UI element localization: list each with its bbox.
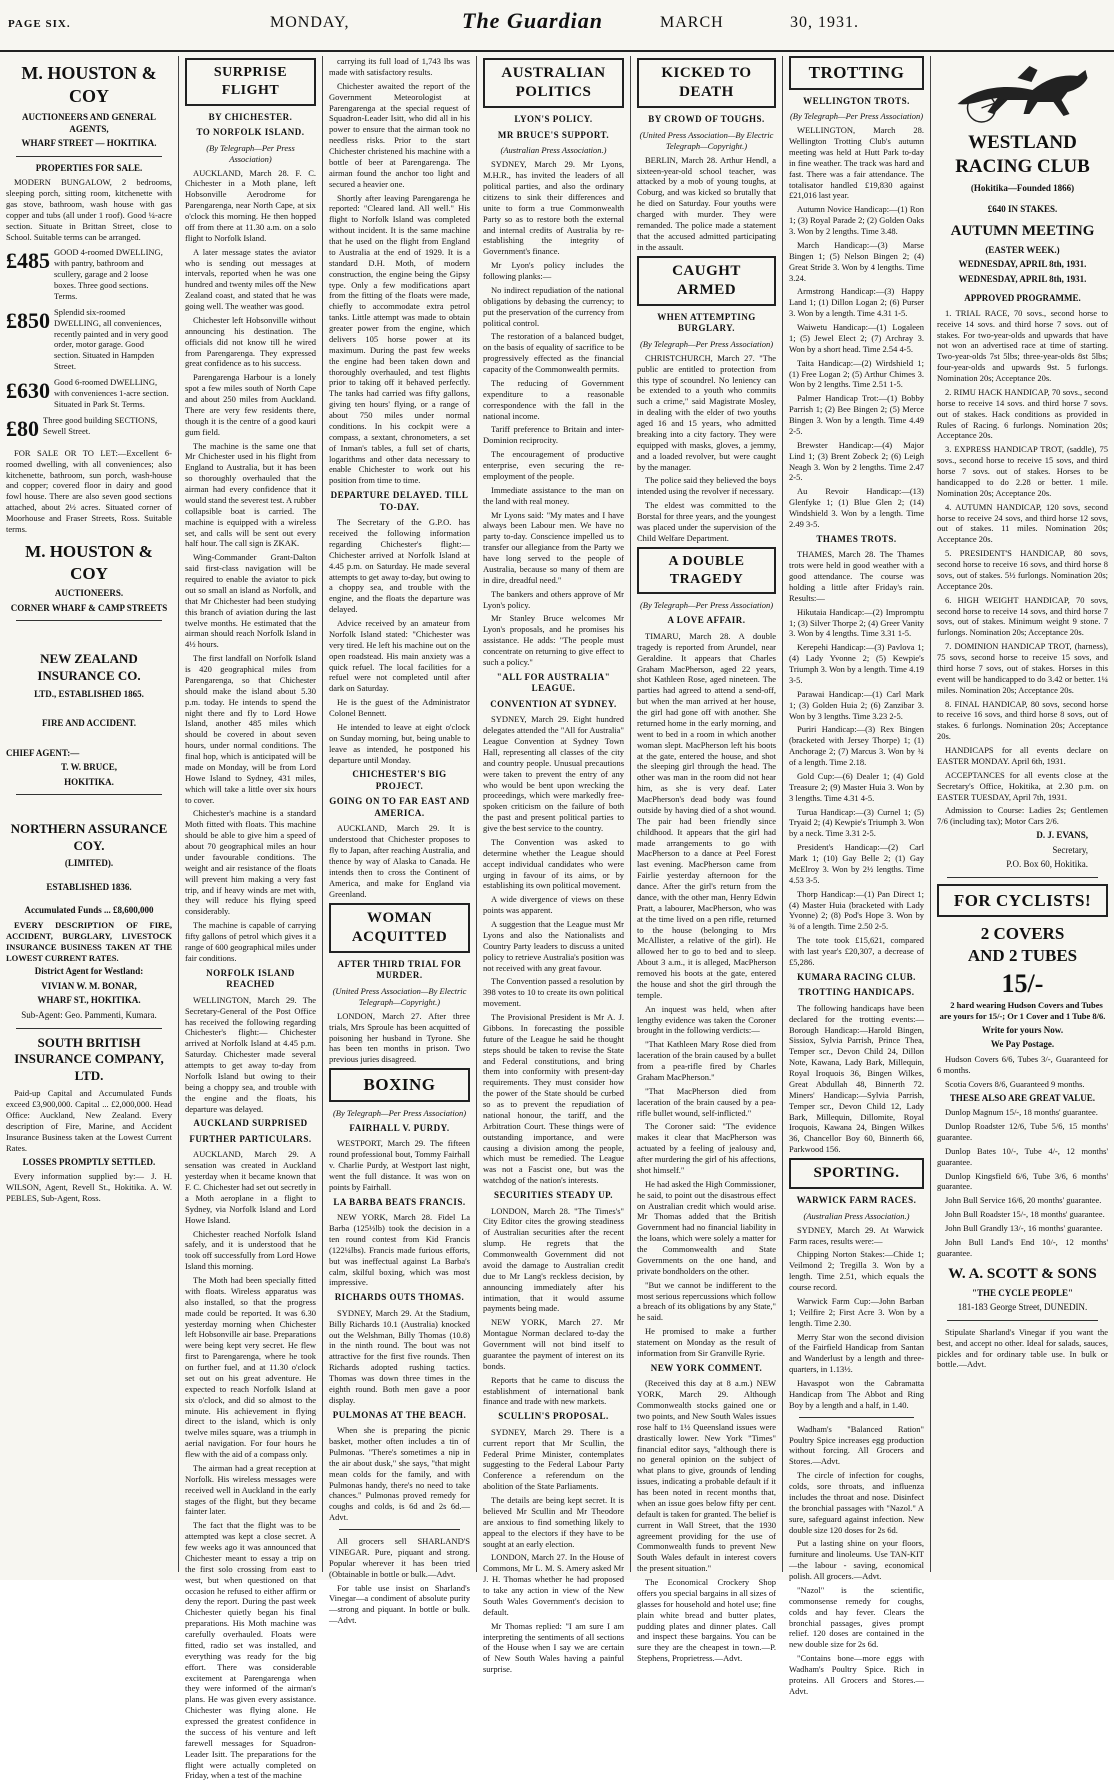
subheading: LYON'S POLICY. xyxy=(514,114,593,125)
subheading: NORFOLK ISLAND REACHED xyxy=(206,967,295,990)
ad-text: John Bull Grandly 13/-, 16 months' guarantee. xyxy=(945,1223,1103,1234)
listing xyxy=(6,247,172,301)
race-result: Gold Cup:—(6) Dealer 1; (4) Gold Treasure 2; (9) Master Huia 3. Won by 3 lengths. Time 4.31 4-5. xyxy=(789,770,924,803)
article-paragraph: The bankers and others approve of Mr Lyon's policy. xyxy=(483,588,624,610)
race-result: Puriri Handicap:—(3) Rex Bingen (bracketed with Jersey Thorpe) 1; (1) Anchorage 2; (7) Marcus 3. Won by ¾ of a length. Time 2.18. xyxy=(789,724,924,768)
wire-credit: (By Telegraph—Per Press Association) xyxy=(789,111,924,122)
article-paragraph: LONDON, March 27. After three trials, Mrs Sproule has been acquitted of poisoning her husband in Tyrone. She has been ten months in prison. Two previous juries disagreed. xyxy=(329,1010,470,1065)
ad-firm: W. A. SCOTT & SONS xyxy=(948,1265,1097,1282)
article-paragraph: Wing-Commander Grant-Dalton said first-class navigation will be required to enable the aviator to pick out so small an island as Norfolk, and that Mr Chichester had been studying this branch of aviation during the last twelve months. He estimated that the airman should reach Norfolk Island in 4½ hours. xyxy=(185,552,316,650)
column-surprise-flight xyxy=(179,56,322,1781)
article-paragraph: An inquest was held, when after lengthy evidence was taken the Coroner brought in the following verdicts:— xyxy=(637,1003,776,1036)
programme-item: 2. RIMU HACK HANDICAP, 70 sovs., second horse to receive 14 sovs. and third horse 7 sovs. out of stakes. Hack conditions as provided in Rules of Racing. 6 furlongs. Nomination 20s; Acceptance 20s. xyxy=(937,386,1108,441)
programme-item: 5. PRESIDENT'S HANDICAP, 80 sovs, second horse to receive 16 sovs, and third horse 8 sovs, out of stakes. 5½ furlongs. Nomination 20s; Acceptance 20s. xyxy=(937,548,1108,591)
agent-town: HOKITIKA. xyxy=(64,776,114,787)
headline: AUSTRALIAN POLITICS xyxy=(501,65,606,101)
subheading: WELLINGTON TROTS. xyxy=(803,95,910,106)
subheading: TO NORFOLK ISLAND. xyxy=(196,127,305,138)
article-paragraph: Mr Lyon's policy includes the following planks:— xyxy=(483,260,624,282)
properties-heading: PROPERTIES FOR SALE. xyxy=(35,162,143,173)
headline: A DOUBLE TRAGEDY xyxy=(668,553,745,587)
listing xyxy=(6,377,172,410)
agent-info: Every information supplied by:— J. H. WILSON, Agent, Revell St., Hokitika. A. W. PEBLES, Sub-Agent, Ross. xyxy=(6,1171,172,1203)
article-paragraph: The tote took £15,621, compared with last year's £20,307, a decrease of £5,286. xyxy=(789,935,924,967)
wire-credit: (By Telegraph—Per Press Association) xyxy=(639,338,774,349)
race-result: President's Handicap:—(2) Carl Mark 1; (10) Gay Belle 2; (1) Gay McElroy 3. Won by 2½ lengths. Time 4.53 3-5. xyxy=(789,842,924,885)
insurance-business: EVERY DESCRIPTION OF FIRE, ACCIDENT, BURGLARY, LIVESTOCK INSURANCE BUSINESS TAKEN AT THE LOWEST CURRENT RATES. xyxy=(6,919,172,963)
divider xyxy=(947,1320,1098,1321)
article-paragraph: Chichester reached Norfolk Island safely, and it is understood that he took off successfully from Lord Howe Island this morning. xyxy=(185,1228,316,1272)
ad-text: Scotia Covers 8/6, Guaranteed 9 months. xyxy=(945,1078,1085,1089)
headline-box xyxy=(329,1068,470,1102)
column-racing-club xyxy=(931,56,1114,1572)
race-result: Au Revoir Handicap:—(13) Glenfyke 1; (1) Blue Glen 2; (14) Windshield 3. Won by a length. Time 2.49 3-5. xyxy=(789,486,924,529)
ad-text: John Bull Land's End 10/-, 12 months' guarantee. xyxy=(937,1236,1108,1258)
subheading: FURTHER PARTICULARS. xyxy=(189,1133,312,1144)
article-paragraph: The encouragement of productive enterprise, even securing the re-employment of the people. xyxy=(483,449,624,481)
firm-role: AUCTIONEERS. xyxy=(54,588,124,599)
agent-name: T. W. BRUCE, xyxy=(60,762,118,773)
page-number: PAGE SIX. xyxy=(8,18,71,30)
insurance-est: LTD., ESTABLISHED 1865. xyxy=(34,688,144,699)
insurance-details: Paid-up Capital and Accumulated Funds exceed £3,900,000. Capital ... £2,000,000. Head Office: Auckland, New Zealand. Every description of Fire, Marine, and Accident Insurance Business taken at the Lowest Current Rates. xyxy=(6,1088,172,1153)
ad-text: Dunlop Kingsfield 6/6, Tube 3/6, 6 months' guarantee. xyxy=(937,1170,1108,1192)
subheading: KUMARA RACING CLUB. xyxy=(797,971,916,982)
price: £80 xyxy=(6,415,39,441)
ad-text: Hudson Covers 6/6, Tubes 3/-, Guaranteed for 6 months. xyxy=(937,1054,1108,1075)
programme-item: 6. HIGH WEIGHT HANDICAP, 70 sovs, second horse to receive 14 sovs, and third horse 7 sovs, out of stakes. Minimum weight 9 stone. 7 furlongs. Nomination 20s; Acceptance 20s. xyxy=(937,594,1108,638)
article-paragraph: Reports that he came to discuss the establishment of international bank finance and trade with new markets. xyxy=(483,1374,624,1407)
listing-text: Splendid six-roomed DWELLING, all conveniences, recently painted and in very good order, motor garage. Good section. Situated in Hampden Street. xyxy=(54,306,169,372)
divider xyxy=(16,620,162,621)
district-agent-label: District Agent for Westland: xyxy=(34,966,144,977)
programme-item: ACCEPTANCES for all events close at the Secretary's Office, Hokitika, at 2.30 p.m. on EASTER TUESDAY, April 7th, 1931. xyxy=(937,769,1108,802)
subheading: PULMONAS AT THE BEACH. xyxy=(332,1409,467,1420)
headline-box xyxy=(637,256,776,306)
article-paragraph: Advice received by an amateur from Norfolk Island stated: "Chichester was very tired. He left his machine out on the open roadstead. His main anxiety was a quick refuel. The local facilities for a refuel were not completed until after dark on Saturday. xyxy=(329,618,470,694)
ad-text: John Bull Roadster 15/-, 18 months' guarantee. xyxy=(945,1209,1105,1220)
article-paragraph: The details are being kept secret. It is believed Mr Scullin and Mr Theodore are anxious to find something likely to appeal to the electors if they have to be sought at an early election. xyxy=(483,1495,624,1549)
article-paragraph: SYDNEY, March 29. At the Stadium, Billy Richards 10.1 (Australia) knocked out the Welshman, Billy Thomas (10.8) in the ninth round. The bout was not attractive for the first five rounds. Then Richards adopted rushing tactics. Thomas was down three times in the eighth round. Both men gave a poor display. xyxy=(329,1307,470,1405)
subheading: BY CHICHESTER. xyxy=(208,111,293,122)
race-result: Kerepehi Handicap:—(3) Pavlova 1; (4) Lady Yvonne 2; (5) Kewpie's Triumph 3. Won by a length. Time 4.19 3-5. xyxy=(789,642,924,685)
article-paragraph: He is the guest of the Administrator Colonel Bennett. xyxy=(329,697,470,719)
month: MARCH xyxy=(660,14,724,31)
column-kicked-to-death xyxy=(631,56,782,1664)
article-paragraph: Immediate assistance to the man on the land with real money. xyxy=(483,484,624,506)
newspaper-title: The Guardian xyxy=(462,8,603,33)
article-paragraph: SYDNEY, March 29. At Warwick Farm races, results were:— xyxy=(789,1224,924,1246)
headline: CAUGHT ARMED xyxy=(672,262,741,298)
article-paragraph: Mr Lyons said: "My mates and I have always been Labour men. We have no party to-day. Conscience impelled us to transfer our allegiance from the Party we have long served to the people of Australia, because so many of them are in dire, dreadful need." xyxy=(483,509,624,585)
advertisement: Put a lasting shine on your floors, furniture and linoleums. Use TAN-KIT—the labour - saving, economical polish. All grocers.—Advt. xyxy=(789,1538,924,1582)
subheading: BY CROWD OF TOUGHS. xyxy=(648,114,765,125)
subheading: CONVENTION AT SYDNEY. xyxy=(490,698,617,709)
subheading: AFTER THIRD TRIAL FOR MURDER. xyxy=(337,958,462,981)
secretary-name: D. J. EVANS, xyxy=(1036,830,1088,841)
subheading: DEPARTURE DELAYED. TILL TO-DAY. xyxy=(330,490,469,512)
column-australian-politics xyxy=(477,56,630,1675)
ad-subheading: THESE ALSO ARE GREAT VALUE. xyxy=(949,1092,1096,1103)
ad-headline: FOR CYCLISTS! xyxy=(953,890,1092,910)
advertisement: "Contains bone—more eggs with Wadham's Poultry Spice. Rich in proteins. All Grocers and Stores.—Advt. xyxy=(789,1653,924,1696)
headline-box xyxy=(789,1158,924,1189)
divider xyxy=(947,877,1098,878)
article-paragraph: A wide divergence of views on these points was apparent. xyxy=(483,894,624,916)
race-result: Waiwetu Handicap:—(1) Logaleen 1; (5) Jewel Elect 2; (7) Archray 3. Won by a short head. Time 2.54 4-5. xyxy=(789,322,924,354)
article-paragraph: The Convention was asked to determine whether the League should accept individual candidates who were urging in favour of its aims, or by establishing its own political movement. xyxy=(483,836,624,891)
article-paragraph: NEW YORK, March 28. Fidel La Barba (125½lb) took the decision in a ten round contest from Kid Francis (122¼lbs). Francis made furious efforts, but was ineffectual against La Barba's calm, skilful boxing, which was most impressive. xyxy=(329,1212,470,1288)
secretary-title: Secretary, xyxy=(1052,844,1088,855)
race-result: Autumn Novice Handicap:—(1) Ron 1; (3) Royal Parade 2; (2) Golden Oaks 3. Won by 2 lengths. Time 3.48. xyxy=(789,204,924,237)
article-paragraph: He had asked the High Commissioner, he said, to point out the disastrous effect on Australian credit which would arise. Mr Thomas added that the British Government had no financial liability in the loans, which were solely a matter for the Commonwealth and State Governments on the one hand, and private bondholders on the other. xyxy=(637,1178,776,1276)
insurance-type: FIRE AND ACCIDENT. xyxy=(41,718,137,729)
subheading: SCULLIN'S PROPOSAL. xyxy=(498,1411,609,1422)
race-result: Merry Star won the second division of the Fairfield Handicap from Santan and Wanderlust by a length and three-quarters, in 1.13½. xyxy=(789,1331,924,1375)
divider xyxy=(339,1529,460,1530)
meeting-date: WEDNESDAY, APRIL 8th, 1931. xyxy=(958,273,1087,284)
article-paragraph: WESTPORT, March 29. The fifteen round professional bout, Tommy Fairhall v. Charlie Purdy, at Westport last night, went the full distance. It was won on points by Fairhall. xyxy=(329,1138,470,1192)
listing xyxy=(6,415,172,443)
ad-text: John Bull Service 16/6, 20 months' guarantee. xyxy=(945,1195,1102,1206)
advertisement: Stipulate Sharland's Vinegar if you want the best, and accept no other. Ideal for salads, sauces, pickles and for ordinary table use. In bulk or bottle.—Advt. xyxy=(937,1326,1108,1370)
wire-credit: (United Press Association—By Electric Telegraph—Copyright.) xyxy=(332,986,467,1007)
ad-text: Write for yours Now. xyxy=(981,1024,1064,1035)
price: £630 xyxy=(6,378,50,403)
article-paragraph: A later message states the aviator who is sending out messages at intervals, reported when he was one hundred and twenty miles off the New Zealand coast, and stated that he was going well. The weather was good. xyxy=(185,246,316,312)
article-paragraph: SYDNEY, March 29. Eight hundred delegates attended the "All for Australia" League Convention at Sydney Town Hall, representing all classes of the city and country people. Unusual precautions were taken to prevent the entry of any who would be bent upon wrecking the proceedings, which were markedly free-spoken criticism on the failure of both the past and present political parties to give the best service to the country. xyxy=(483,714,624,834)
programme-item: 8. FINAL HANDICAP, 80 sovs, second horse to receive 16 sovs, and third horse 8 sovs, out of stakes. 6 furlongs. Nomination 20s; Acceptance 20s. xyxy=(937,698,1108,742)
article-paragraph: No indirect repudiation of the national obligations by debasing the currency; to put the preservation of the currency from political control. xyxy=(483,284,624,328)
sub-agent: Sub-Agent: Geo. Pammenti, Kumara. xyxy=(21,1009,157,1020)
article-paragraph: The Coroner said: "The evidence makes it clear that MacPherson was actuated by a feeling of jealousy and, after murdering the girl of his affections, shot himself." xyxy=(637,1121,776,1175)
headline: SPORTING. xyxy=(813,1165,900,1182)
subheading: WHEN ATTEMPTING BURGLARY. xyxy=(657,311,756,334)
listing-text: Good 6-roomed DWELLING, with conveniences 1-acre section. Situated in Park St. Terms. xyxy=(54,377,169,409)
race-result: Chipping Norton Stakes:—Chide 1; Veilmond 2; Tregilla 3. Won by a length. Time 2.51, which equals the course record. xyxy=(789,1249,924,1293)
ad-offer: 2 COVERS xyxy=(980,924,1065,944)
firm-address: WHARF STREET — HOKITIKA. xyxy=(21,138,157,149)
article-paragraph: Shortly after leaving Parengarenga he reported: "Cleared land. All well." His flight to Norfolk Island was completed without incident. It is the same machine that he used on the flight from England to Australia at the end of 1929. It is a standard D.H. Moth, of modern construction, the engine being the Gipsy type. Only a few modifications apart from the fitting of the floats were made, chiefly to accommodate extra petrol tanks. Little attempt was made to obtain greater power from the engine, which delivers 105 horse power at its maximum. During the past few weeks the engine had been taken down and thoroughly overhauled, and test flights prior to taking off it behaved perfectly. The tanks had carried was fifty gallons, giving ten hours' flying, or a range of about 750 miles under normal conditions. In his cockpit were a compass, a sextant, chronometers, a set of Inman's tables, a full set of charts, logarithms and other data necessary to enable Chichester to work out his position from time to time. xyxy=(329,192,470,486)
race-result: Hikutaia Handicap:—(2) Impromptu 1; (3) Silver Thorpe 2; (4) Greer Vanity 3. Won by 4 lengths. Time 3.31 1-5. xyxy=(789,606,924,639)
subheading: THAMES TROTS. xyxy=(816,533,897,544)
article-paragraph: AUCKLAND, March 29. A sensation was created in Auckland yesterday when it became known that F. C. Chichester had set out secretly in a Moth aeroplane in a flight to Sydney, via Norfolk Island and Lord Howe Island. xyxy=(185,1149,316,1225)
headline-box xyxy=(185,58,316,106)
article-paragraph: "That Kathleen Mary Rose died from laceration of the brain caused by a bullet from a pea-rifle fired by Charles Graham MacPherson." xyxy=(637,1039,776,1082)
price: £485 xyxy=(6,248,50,274)
ad-text: Dunlop Roadster 12/6, Tube 5/6, 15 months' guarantee. xyxy=(937,1121,1108,1142)
article-paragraph: AUCKLAND, March 28. F. C. Chichester in a Moth plane, left Hobsonville Aerodrome for Parengarenga, near North Cape, at six o'clock this morning. He then hopped off from there at 11.30 a.m. on a solo flight to Norfolk Island. xyxy=(185,167,316,243)
subheading: RICHARDS OUTS THOMAS. xyxy=(334,1292,465,1303)
advertisement: The circle of infection for coughs, colds, sore throats, and influenza includes the throat and nose. Disinfect the bronchial passages with "Nazol." A sure, safeguard against infection. New double size 120 doses for 2s 6d. xyxy=(789,1470,924,1535)
insurance-name: NORTHERN ASSURANCE COY. xyxy=(10,821,168,853)
article-paragraph: (Received this day at 8 a.m.) NEW YORK, March 29. Although Commonwealth stocks gained one or two points, and New South Wales issues rose half to 1½ Queensland issues were drastically lower. New York "Times" financial editor says, "although there is no general opinion on the subject of what plans to give, grounds of lending issues, indicating a probable default if it has been noted in recent months that, when an issue goes below fifty per cent. default is taken for granted. The belief is current in Wall Street, that the 1930 agreement providing for the use of Commonwealth funds to prevent New South Wales default in interest covers the present situation." xyxy=(637,1378,776,1574)
headline: KICKED TO DEATH xyxy=(661,65,752,101)
headline-box xyxy=(637,547,776,595)
subheading: "ALL FOR AUSTRALIA" LEAGUE. xyxy=(496,671,611,694)
insurance-est: ESTABLISHED 1836. xyxy=(46,881,132,892)
to-let-listing: FOR SALE OR TO LET:—Excellent 6-roomed dwelling, with all conveniences; also kitchenette, bathroom, sun porch, wash-house and copper; covered floor in dairy and good fowl house. There are also seven good sections attached, about 2½ acres. Situated corner of Moorhouse and Fraser Streets, Ross. Suitable terms. xyxy=(6,447,172,534)
programme-item: 4. AUTUMN HANDICAP, 120 sovs, second horse to receive 24 sovs, and third horse 12 sovs, out of stakes. 11 miles. Nomination 20s; Acceptance 20s. xyxy=(937,501,1108,545)
article-paragraph: Mr Thomas replied: "I am sure I am interpreting the sentiments of all sections of the House when I say we are certain of New South Wales having a painful surprise. xyxy=(483,1620,624,1675)
article-paragraph: The restoration of a balanced budget, on the basis of equality of sacrifice to be progressively effected as the financial capacity of the Commonwealth permits. xyxy=(483,331,624,375)
meeting-date: WEDNESDAY, APRIL 8th, 1931. xyxy=(958,259,1087,270)
article-paragraph: BERLIN, March 28. Arthur Hendl, a sixteen-year-old school teacher, was attacked by a mob of young toughs, at Coburg, and was kicked so brutally that he died on Saturday. Four youths were charged with murder. They were remanded. The police made a statement that the accused admitted participating in the assault. xyxy=(637,154,776,252)
wire-credit: (By Telegraph—Per Press Association) xyxy=(332,1107,467,1118)
headline-box xyxy=(789,56,924,90)
article-paragraph: He promised to make a further statement on Monday as the result of information from Sir Granville Ryrie. xyxy=(637,1326,776,1358)
chief-agent-label: CHIEF AGENT:— xyxy=(6,747,80,758)
article-paragraph: Parengarenga Harbour is a lonely spot a few miles south of North Cape and about 250 miles from Auckland. There are very few residents there, though it is the centre of a good kauri gum field. xyxy=(185,372,316,437)
article-paragraph: THAMES, March 28. The Thames trots were held in good weather with a good attendance. The course was holding a little after Friday's rain. Results:— xyxy=(789,549,924,603)
article-paragraph: He intended to leave at eight o'clock on Sunday morning, but, being unable to leave as intended, he postponed his departure until Monday. xyxy=(329,721,470,765)
article-paragraph: SYDNEY, March 29. There is a current report that Mr Scullin, the Federal Prime Minister, contemplates suggesting to the Federal Labour Party Conference a referendum on the abolition of the State Parliaments. xyxy=(483,1426,624,1492)
article-paragraph: A suggestion that the League must Mr Lyons and also the Nationalists and Country Party leaders to discuss a united policy to retrieve Australia's position was not received with any great favour. xyxy=(483,919,624,973)
article-paragraph: The eldest was committed to the Borstal for three years, and the youngest was placed under the supervision of the Child Welfare Department. xyxy=(637,500,776,543)
headline: WOMAN ACQUITTED xyxy=(351,909,448,945)
race-result: Warwick Farm Cup:—John Barban 1; Veilfire 2; First Acre 3. Won by a length. Time 2.30. xyxy=(789,1295,924,1328)
headline-box xyxy=(483,58,624,108)
article-paragraph: Chichester's machine is a standard Moth fitted with floats. This machine should be able to give him a speed of about 70 geographical miles an hour under favourable conditions. The weight and air resistance of the floats will prevent him making a very fast trip, and if heavy winds are met with, they will reduce his flying speed considerably. xyxy=(185,808,316,917)
wire-credit: (United Press Association—By Electric Telegraph—Copyright.) xyxy=(639,129,774,151)
article-paragraph: The machine is capable of carrying fifty gallons of petrol which gives it a range of 600 geographical miles under fair conditions. xyxy=(185,920,316,963)
meeting-week: (EASTER WEEK.) xyxy=(985,244,1060,255)
ad-text: Dunlop Magnum 15/-, 18 months' guarantee. xyxy=(945,1107,1098,1118)
club-founded: (Hokitika—Founded 1866) xyxy=(970,182,1075,193)
article-paragraph: Mr Stanley Bruce welcomes Mr Lyon's proposals, and he promises his assistance. He adds: "The people must concentrate on returning to give effect to such a policy." xyxy=(483,613,624,667)
insurance-name: NEW ZEALAND INSURANCE CO. xyxy=(37,651,141,683)
listing-text: Three good building SECTIONS, Sewell Street. xyxy=(43,414,158,436)
article-paragraph: The reducing of Government expenditure to a reasonable correspondence with the fall in the national income. xyxy=(483,377,624,421)
secretary-box: P.O. Box 60, Hokitika. xyxy=(1006,859,1088,870)
article-paragraph: Chichester left Hobsonville without announcing his destination. The officials did not know till he wired from Parengarenga. They expressed great confidence as to his success. xyxy=(185,314,316,369)
race-result: Palmer Handicap Trot:—(1) Bobby Parrish 1; (2) Bee Bingen 2; (5) Merce Bingen 3. Won by a length. Time 4.49 2-5. xyxy=(789,393,924,436)
article-paragraph: "But we cannot be indifferent to the most serious repercussions which follow a breach of its obligations by any State," he said. xyxy=(637,1279,776,1323)
column-flight-cont xyxy=(323,56,476,1626)
date: 30, 1931. xyxy=(790,14,859,31)
weekday: MONDAY, xyxy=(270,14,350,31)
article-paragraph: WELLINGTON, March 28. Wellington Trotting Club's autumn meeting was held at Hutt Park to-day in fine weather. The track was hard and fast. There was a fair attendance. The totalisator handled £19,830 against £21,016 last year. xyxy=(789,125,924,201)
programme-heading: APPROVED PROGRAMME. xyxy=(964,293,1081,304)
programme-item: HANDICAPS for all events declare on EASTER MONDAY. April 6th, 1931. xyxy=(937,745,1108,766)
article-paragraph: AUCKLAND, March 29. It is understood that Chichester proposes to fly to Japan, after reaching Australia, and thence by way of Alaska to Canada. He intends then to cross the Continent of America, and make for England via Greenland. xyxy=(329,823,470,899)
ad-text: We Pay Postage. xyxy=(990,1039,1055,1050)
headline-box xyxy=(637,58,776,108)
programme-item: 7. DOMINION HANDICAP TROT, (harness), 75 sovs, second horse to receive 15 sovs, and third horse 7 sovs, out of stakes. Horses in this event will be handicapped to do 3.42 or better. 1¼ miles. Nomination 20s; Acceptance 20s. xyxy=(937,641,1108,695)
ad-firm-tagline: "THE CYCLE PEOPLE" xyxy=(971,1287,1073,1298)
article-paragraph: LONDON, March 27. In the House of Commons, Mr L. M. S. Amery asked Mr J. H. Thomas whether he had proposed to take any action in view of the New South Wales Government's decision to default. xyxy=(483,1552,624,1617)
listing xyxy=(6,307,172,372)
article-paragraph: The following handicaps have been declared for the trotting events:— Borough Handicap:—Harold Bingen, Sissiox, Sylvia Parrish, Prince Thea, Temper scr., Devon Child 24, Dillon Note, Kawana, Lady Bark, Millequin, Royal Iroquois 36, Bingen Wilkes, Great Abdullah 48, Binnerth 72. Miners' Handicap:—Sylvia Parrish, Temper scr., Devon Child 12, Lady Bark, Millequin, Dillomite, Royal Iroquois, Kawana 24, Bingen Wilkes 36, Chancellor Boy 60, Binnerth 66, Parkwood 156. xyxy=(789,1002,924,1155)
listing-text: GOOD 4-roomed DWELLING, with pantry, bathroom and scullery, garage and 2 loose boxes. Three good sections. Terms. xyxy=(54,247,163,301)
divider xyxy=(16,1028,162,1029)
advertisement: All grocers sell SHARLAND'S VINEGAR. Pure, piquant and strong. Popular wherever it has been tried (Obtainable in bottle or bulk.—Advt. xyxy=(329,1536,470,1579)
ad-price: 15/- xyxy=(1001,968,1044,998)
article-paragraph: The fact that the flight was to be attempted was kept a close secret. A few weeks ago it was announced that Chichester meant to essay a trip on the first solo crossing from east to west, but when questioned on that occasion he refused to either affirm or deny the report. During the past week Chichester quietly began his final preparations. His Moth machine was carefully overhauled. Floats were fitted, radio set was installed, and everything was ready for the big effort. There was considerable excitement at Parengarenga when they were informed of the airman's plans. He was given every assistance. Chichester was flying alone. He expressed the greatest confidence in the success of his venture and left farewell messages for Squadron-Leader Isitt. The preparations for the flight were actually completed on Friday, when a test of the machine xyxy=(185,1520,316,1781)
article-paragraph: The police said they believed the boys intended using the revolver if necessary. xyxy=(637,475,776,497)
headline: SURPRISE FLIGHT xyxy=(213,65,288,98)
subheading: A LOVE AFFAIR. xyxy=(667,615,746,626)
article-paragraph: CHRISTCHURCH, March 27. "The public are entitled to protection from this type of scoundrel. No leniency can be extended to a youth who commits such a crime," said Magistrate Mosley, in dealing with the elder of two youths aged 16 and 15 years, who admitted breaking into a city factory. They were equipped with masks, gloves, a jemmy, and a loaded revolver, but were caught by the manager. xyxy=(637,352,776,472)
firm-address: CORNER WHARF & CAMP STREETS xyxy=(10,602,168,613)
subheading: MR BRUCE'S SUPPORT. xyxy=(497,129,610,140)
article-paragraph: When she is preparing the picnic basket, mother often includes a tin of Pulmonas. "There's sometimes a nip in the air about dusk," she says, "that might mean colds for the family, and with Pulmonas handy, there's no need to take chances." Pulmonas proved remedy for coughs and colds, is 6d and 2s 6d.—Advt. xyxy=(329,1425,470,1523)
agent-address: WHARF ST., HOKITIKA. xyxy=(37,995,141,1006)
race-result: Parawai Handicap:—(1) Carl Mark 1; (3) Golden Huia 2; (6) Zanzibar 3. Won by 3 lengths. Time 3.23 2-5. xyxy=(789,688,924,721)
advertisement: Wadham's "Balanced Ration" Poultry Spice increases egg production without forcing. All Grocers and Stores.—Advt. xyxy=(789,1423,924,1467)
article-paragraph: The Moth had been specially fitted with floats. Wireless apparatus was also installed, so that the progress made could be reported. It was 6.30 yesterday morning when Chichester left Hobsonville air base. Preparations were being kept very secret. He flew first to Parengarenga, where he took on further fuel, and at 11.30 o'clock set out on his great adventure. He expected to reach Norfolk Island at six o'clock, and did so almost to the minute. His achievement in flying direct to the island, which is only twelve miles square, was a triumph in aerial navigation. For four hours he flew with the aid of a compass only. xyxy=(185,1275,316,1460)
wire-credit: (Australian Press Association.) xyxy=(803,1210,910,1221)
ad-offer: AND 2 TUBES xyxy=(967,946,1078,966)
subheading: GOING ON TO FAR EAST AND AMERICA. xyxy=(329,796,470,818)
price: £850 xyxy=(6,307,50,333)
article-paragraph: The machine is the same one that Mr Chichester used in his flight from England to Australia, but it has been so thoroughly overhauled that the airman had every confidence that it would stand the severest test. A rubber collapsible boat is carried. The machine is equipped with a wireless set, and calls will be sent out every half hour. The call sign is ZKAK. xyxy=(185,440,317,549)
firm-name: M. HOUSTON & COY xyxy=(21,63,157,107)
cyclists-ad-box xyxy=(937,884,1108,918)
trotting-horse-illustration xyxy=(937,56,1108,126)
article-paragraph: carrying its full load of 1,743 lbs was made with satisfactory results. xyxy=(329,56,470,77)
article-paragraph: The Provisional President is Mr A. J. Gibbons. In forecasting the possible future of the League he said he thought steps should be taken to revise the State and Federal constitutions, and bring them into conformity with present-day requirements. They must consider how the power of the State should be curbed so as to prevent the repudiation of national honour, the tariff, and the Arbitration Court. These things were of outstanding importance, and were causing a division among the people, which must be remedied. The League was not a Fascist one, but was the watchdog of the nation's interests. xyxy=(483,1012,624,1186)
agent-name: VIVIAN W. M. BONAR, xyxy=(41,980,137,991)
insurance-funds: Accumulated Funds ... £8,600,000 xyxy=(24,905,154,916)
firm-role: AUCTIONEERS AND GENERAL AGENTS, xyxy=(21,112,157,134)
race-result: Armstrong Handicap:—(3) Happy Land 1; (1) Dillon Logan 2; (6) Purser 3. Won by a length. Time 4.31 1-5. xyxy=(789,286,924,319)
insurance-limited: (LIMITED). xyxy=(64,858,114,869)
headline: TROTTING xyxy=(808,63,905,82)
insurance-name: SOUTH BRITISH INSURANCE COMPANY, LTD. xyxy=(14,1034,164,1083)
article-paragraph: The first landfall on Norfolk Island is 420 geographical miles from Parengarenga, so that Chichester should make the island about 5.30 p.m. today. He intends to spend the night there and fly to Lord Howe Island, another 485 miles which should be covered in about seven hours, under normal conditions. The final hop, which is anticipated will be made on Monday, will be from Lord Howe Island to Sydney, 431 miles, which will take a little over six hours to cover. xyxy=(185,653,316,805)
subheading: TROTTING HANDICAPS. xyxy=(798,987,915,998)
ad-firm-address: 181-183 George Street, DUNEDIN. xyxy=(957,1302,1088,1313)
race-result: Turua Handicap:—(3) Curnel 1; (5) Tryaid 2; (4) Kewpie's Triumph 3. Won by a neck. Time 3.31 2-5. xyxy=(789,806,924,839)
wire-credit: (By Telegraph—Per Press Association) xyxy=(639,600,774,611)
subheading: LA BARBA BEATS FRANCIS. xyxy=(333,1196,466,1207)
article-paragraph: "That MacPherson died from laceration of the brain caused by a pea-rifle bullet wound, self-inflicted." xyxy=(637,1085,776,1118)
article-paragraph: NEW YORK, March 27. Mr Montague Norman declared to-day the Government will not bind itself to guarantee the payment of interest on its bonds. xyxy=(483,1317,624,1371)
race-result: Thorp Handicap:—(1) Pan Direct 1; (4) Master Huia (bracketed with Lady Yvonne) 2; (8) Pod's Hope 3. Won by ¾ of a length. Time 2.50 2-5. xyxy=(789,888,924,932)
race-result: Brewster Handicap:—(4) Major Lind 1; (3) Brent Zobeck 2; (6) Leigh Neagh 3. Won by 2 lengths. Time 2.47 2-5. xyxy=(789,439,924,483)
article-paragraph: TIMARU, March 28. A double tragedy is reported from Arundel, near Geraldine. It appears that Charles Graham MacPherson, aged 22 years, shot Kathleen Rose, aged nineteen. The parties had agreed to attend a send-off, but when the man arrived at her house, the girl had gone off with another. She returned home in the early morning, and went to bed in a room in which another woman slept. MacPherson left his boots at the gate, entered the house, and shot the sleeping girl through the head. The other was man in the room did not hear him, as she is very deaf. Later MacPherson's dead body was found outside by having died of a shot wound. The pair had been friendly since childhood. It appears that the girl had made arrangements to go with MacPherson to a dance at Peel Forest last evening. MacPherson came from Fairlie yesterday afternoon for the dance. After the girl's return from the dance, with the other man, Henry Edwin Pratt, a labourer, MacPherson, who was at the time lived on a pen rifle, returned to the house (belonging to Mrs McAllister, a relative of the girl). He allowed her to go to bed and to sleep. About 3 a.m., it is alleged, MacPherson removed his boots at the gate, entered the house and shot the girl through the temple. xyxy=(637,630,776,1000)
subheading: CHICHESTER'S BIG PROJECT. xyxy=(352,769,447,791)
advertisement: "Nazol" is the scientific, commonsense remedy for coughs, colds and hay fever. Clears the bronchial passages, gives prompt relief. 120 doses are contained in the new double size for 2s 6d. xyxy=(789,1584,924,1650)
bungalow-listing: MODERN BUNGALOW, 2 bedrooms, sleeping porch, sitting room, kitchenette with gas stove, bathroom, wash house with gas copper and tubs (all under 1 roof). Good ¼-acre section. Situate in Brittan Street, close to School. Suitable terms can be arranged. xyxy=(6,177,172,242)
article-paragraph: WELLINGTON, March 29. The Secretary-General of the Post Office has received the following regarding Chichester's flight:— Chichester arrived at Norfolk Island at 4.45 p.m. Saturday. Chichester made several attempts to get away to-day from Norfolk Island but owing to their being a choppy sea, and trouble with the engine and the floats, his departure was delayed. xyxy=(185,994,316,1114)
ad-text: Dunlop Bates 10/-, Tube 4/-, 12 months' guarantee. xyxy=(937,1145,1108,1167)
race-result: Taita Handicap:—(2) Wirdshield 1; (1) Free Logan 2; (5) Arthur Chimes 3. Won by 2 lengths. Time 2.51 1-5. xyxy=(789,357,924,390)
divider xyxy=(16,156,162,157)
subheading: SECURITIES STEADY UP. xyxy=(493,1190,614,1201)
divider xyxy=(16,794,162,795)
subheading: FAIRHALL V. PURDY. xyxy=(349,1122,450,1133)
divider xyxy=(799,1417,914,1418)
wire-credit: (Australian Press Association.) xyxy=(500,145,607,156)
meeting-title: AUTUMN MEETING xyxy=(950,222,1095,239)
advertisement: For table use insist on Sharland's Vinegar—a condiment of absolute purity—strong and piquant. In bottle or bulk.—Advt. xyxy=(329,1582,470,1626)
subheading: WARWICK FARM RACES. xyxy=(796,1195,917,1206)
programme-item: 1. TRIAL RACE, 70 sovs., second horse to receive 14 sovs. and third horse 7 sovs. out of stakes. For two-year-olds and upwards that have not won an advertised race at time of starting. Two-year-olds 7st 5lbs; three-year-olds 8st 5lbs; four-year-olds and upwards 9st. 5 furlongs. Nomination 20s; Acceptance 20s. xyxy=(937,307,1108,384)
programme-item: Admission to Course: Ladies 2s; Gentlemen 7/6 (including tax); Motor Cars 2/6. xyxy=(937,805,1108,827)
article-paragraph: Chichester awaited the report of the Government Meteorologist at Parengarenga at the special request of Squadron-Leader Isitt, who did all in his power to ensure that the airman took no needless risks. Prior to the start Chichester christened his machine with a bottle of beer at Parengarenga. The airman found the anchor too light and secured a heavier one. xyxy=(329,80,470,189)
article-paragraph: Tariff preference to Britain and inter-Dominion reciprocity. xyxy=(483,424,624,446)
race-result: March Handicap:—(3) Marse Bingen 1; (5) Nelson Bingen 2; (4) Great Stride 3. Won by 4 lengths. Time 3.24. xyxy=(789,239,924,283)
column-advertisements xyxy=(0,56,178,1572)
club-name: WESTLAND RACING CLUB xyxy=(955,131,1090,178)
article-paragraph: SYDNEY, March 29. Mr Lyons, M.H.R., has invited the leaders of all political parties, and also the ordinary citizens to sink their differences and unite to form a true Commonwealth Party so as to restore both the external and internal credits of Australia by re-establishing the integrity of Government's finance. xyxy=(483,159,624,257)
subheading: AUCKLAND SURPRISED xyxy=(193,1118,308,1129)
article-paragraph: The Convention passed a resolution by 398 votes to 10 to create its own political movement. xyxy=(483,976,624,1009)
article-paragraph: LONDON, March 28. "The Times's" City Editor cites the growing steadiness of Australian securities after the recent slump. He regrets that the Commonwealth Government did not avoid the damage to Australian credit due to Mr Lang's reckless decision, by announcing immediately after his intimation, that it would assume payments being made. xyxy=(483,1205,624,1314)
ad-text: 2 hard wearing Hudson Covers and Tubes are yours for 15/-; Or 1 Cover and 1 Tube 8/6. xyxy=(939,1000,1106,1022)
article-paragraph: The Secretary of the G.P.O. has received the following information regarding Chichester's flight:— Chichester arrived at Norfolk Island at 4.45 p.m. on Saturday. He made several attempts to get away to-day, but owing to a choppy sea, and trouble with the engine, and the floats the departure was delayed. xyxy=(329,517,470,615)
column-trotting xyxy=(783,56,930,1696)
headline: BOXING xyxy=(363,1075,436,1095)
article-paragraph: The airman had a great reception at Norfolk. His wireless messages were received well in Auckland in the early stages of the flight, but they became fainter later. xyxy=(185,1462,316,1517)
stakes: £640 IN STAKES. xyxy=(987,204,1058,215)
wire-credit: (By Telegraph—Per Press Association) xyxy=(206,142,295,164)
headline-box xyxy=(329,903,470,953)
race-result: Havaspot won the Cabramatta Handicap from The Abbot and Ring Boy by a length and a half, in 1.40. xyxy=(789,1378,924,1410)
masthead xyxy=(0,0,1114,52)
losses-settled: LOSSES PROMPTLY SETTLED. xyxy=(22,1156,156,1167)
programme-item: 3. EXPRESS HANDICAP TROT, (saddle), 75 sovs., second horse to receive 15 sovs, and third horse 7 sovs. out of stakes. Horses to be handicapped to do 2.28 or better. 1 mile. Nomination 20s; Acceptance 20s. xyxy=(937,444,1108,498)
advertisement: The Economical Crockery Shop offers you special bargains in all sizes of glasses for household and hotel use; fine plain white bread and butter plates, pudding plates and dinner plates. Call and inspect these bargains. You can be sure they are the cheapest in town.—P. Stephens, Proprietress.—Advt. xyxy=(637,1577,776,1664)
firm-name: M. HOUSTON & COY xyxy=(25,541,153,583)
subheading: NEW YORK COMMENT. xyxy=(650,1362,763,1373)
